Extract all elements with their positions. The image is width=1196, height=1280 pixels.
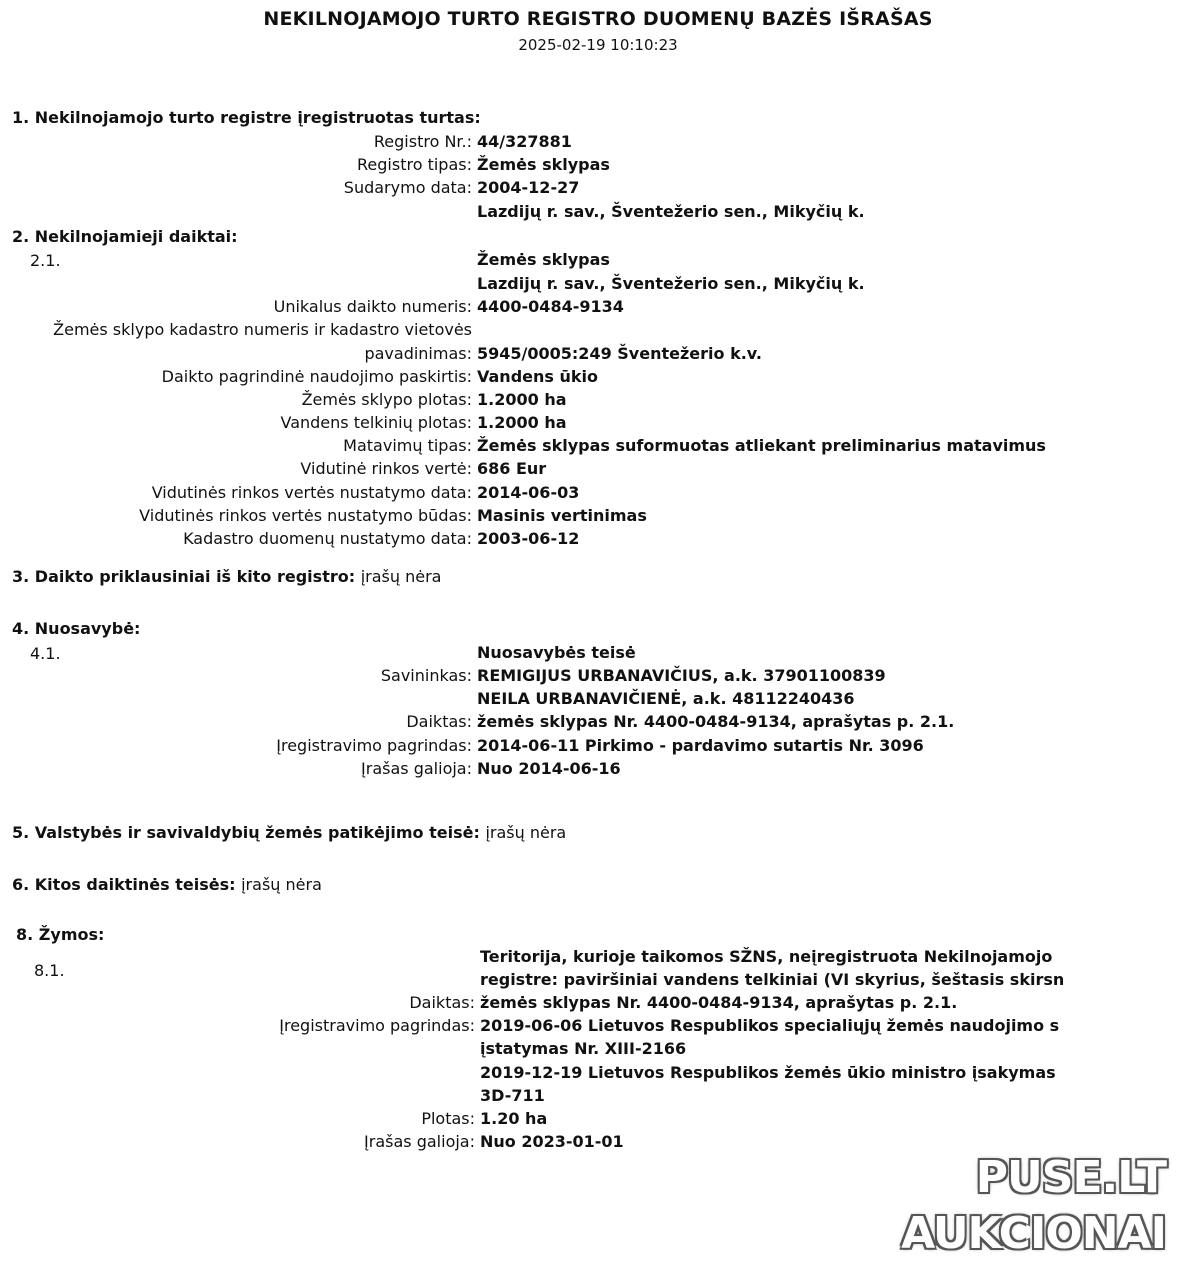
section3-heading-text: 3. Daikto priklausiniai iš kito registro: [12, 567, 356, 586]
mv-date-value: 2014-06-03 [477, 483, 580, 502]
mark-desc-line2: registre: paviršiniai vandens telkiniai (VI skyrius, šeštasis skirsn [480, 970, 1065, 989]
area-label: Žemės sklypo plotas: [301, 390, 472, 409]
mark-desc-line1: Teritorija, kurioje taikomos SŽNS, neįregistruota Nekilnojamojo [480, 947, 1053, 966]
section3-heading [12, 567, 441, 586]
section8-area-label: Plotas: [421, 1109, 475, 1128]
section6-value: įrašų nėra [241, 875, 322, 894]
registro-nr-label: Registro Nr.: [373, 132, 472, 151]
section2-address: Lazdijų r. sav., Šventežerio sen., Mikyčių k. [477, 274, 865, 293]
section4-valid-label: Įrašas galioja: [361, 759, 472, 778]
owner-1-value: REMIGIJUS URBANAVIČIUS, a.k. 37901100839 [477, 666, 886, 685]
measure-type-value: Žemės sklypas suformuotas atliekant preliminarius matavimus [477, 436, 1046, 455]
mv-date-label: Vidutinės rinkos vertės nustatymo data: [151, 483, 472, 502]
owner-label: Savininkas: [380, 666, 472, 685]
water-area-label: Vandens telkinių plotas: [280, 413, 472, 432]
section4-basis-label: Įregistravimo pagrindas: [276, 736, 472, 755]
section1-address: Lazdijų r. sav., Šventežerio sen., Mikyčių k. [477, 202, 865, 221]
mv-method-label: Vidutinės rinkos vertės nustatymo būdas: [139, 506, 472, 525]
section4-basis-value: 2014-06-11 Pirkimo - pardavimo sutartis Nr. 3096 [477, 736, 924, 755]
section3-value: įrašų nėra [360, 567, 442, 586]
sudarymo-data-value: 2004-12-27 [477, 178, 580, 197]
cadastre-date-label: Kadastro duomenų nustatymo data: [183, 529, 472, 548]
item-number-4-1: 4.1. [30, 644, 61, 663]
object-type-value: Žemės sklypas [477, 250, 610, 269]
section4-object-value: žemės sklypas Nr. 4400-0484-9134, aprašytas p. 2.1. [477, 712, 955, 731]
section8-object-value: žemės sklypas Nr. 4400-0484-9134, aprašytas p. 2.1. [480, 993, 958, 1012]
section8-basis-label: Įregistravimo pagrindas: [279, 1016, 475, 1035]
section5-value: įrašų nėra [485, 823, 567, 842]
cadastre-value: 5945/0005:249 Šventežerio k.v. [477, 344, 762, 363]
registro-nr-value: 44/327881 [477, 132, 572, 151]
market-value-label: Vidutinė rinkos vertė: [300, 459, 472, 478]
section8-basis-line1: 2019-06-06 Lietuvos Respublikos specialiųjų žemės naudojimo s [480, 1016, 1060, 1035]
registro-tipas-value: Žemės sklypas [477, 155, 610, 174]
section8-basis-line4: 3D-711 [480, 1086, 545, 1105]
section8-area-value: 1.20 ha [480, 1109, 548, 1128]
sudarymo-data-label: Sudarymo data: [343, 178, 472, 197]
section5-heading [12, 823, 566, 842]
document-title: NEKILNOJAMOJO TURTO REGISTRO DUOMENŲ BAZĖS IŠRAŠAS [263, 8, 933, 30]
measure-type-label: Matavimų tipas: [343, 436, 472, 455]
right-type-value: Nuosavybės teisė [477, 643, 636, 662]
unique-number-value: 4400-0484-9134 [477, 297, 624, 316]
unique-number-label: Unikalus daikto numeris: [273, 297, 472, 316]
item-number-8-1: 8.1. [34, 961, 65, 980]
water-area-value: 1.2000 ha [477, 413, 567, 432]
section8-basis-line2: įstatymas Nr. XIII-2166 [480, 1039, 687, 1058]
section6-heading [12, 875, 322, 894]
section4-heading: 4. Nuosavybė: [12, 619, 141, 638]
purpose-label: Daikto pagrindinė naudojimo paskirtis: [161, 367, 472, 386]
area-value: 1.2000 ha [477, 390, 567, 409]
section6-heading-text: 6. Kitos daiktinės teisės: [12, 875, 236, 894]
section8-object-label: Daiktas: [409, 993, 475, 1012]
mv-method-value: Masinis vertinimas [477, 506, 647, 525]
cadastre-label-line2: pavadinimas: [364, 344, 472, 363]
document-timestamp: 2025-02-19 10:10:23 [518, 36, 678, 54]
section4-valid-value: Nuo 2014-06-16 [477, 759, 621, 778]
purpose-value: Vandens ūkio [477, 367, 598, 386]
item-number-2-1: 2.1. [30, 251, 61, 270]
cadastre-label-line1: Žemės sklypo kadastro numeris ir kadastro vietovės [53, 320, 472, 339]
watermark-line2: AUKCIONAI [901, 1208, 1166, 1259]
section4-object-label: Daiktas: [406, 712, 472, 731]
owner-2-value: NEILA URBANAVIČIENĖ, a.k. 48112240436 [477, 689, 855, 708]
section5-heading-text: 5. Valstybės ir savivaldybių žemės patikėjimo teisė: [12, 823, 480, 842]
section8-heading: 8. Žymos: [16, 925, 105, 944]
section8-valid-value: Nuo 2023-01-01 [480, 1132, 624, 1151]
section8-valid-label: Įrašas galioja: [364, 1132, 475, 1151]
section1-heading: 1. Nekilnojamojo turto registre įregistruotas turtas: [12, 108, 481, 127]
watermark-line1: PUSE.LT [975, 1152, 1166, 1203]
registro-tipas-label: Registro tipas: [357, 155, 472, 174]
section8-basis-line3: 2019-12-19 Lietuvos Respublikos žemės ūkio ministro įsakymas [480, 1063, 1056, 1082]
market-value-value: 686 Eur [477, 459, 547, 478]
section2-heading: 2. Nekilnojamieji daiktai: [12, 227, 238, 246]
cadastre-date-value: 2003-06-12 [477, 529, 580, 548]
